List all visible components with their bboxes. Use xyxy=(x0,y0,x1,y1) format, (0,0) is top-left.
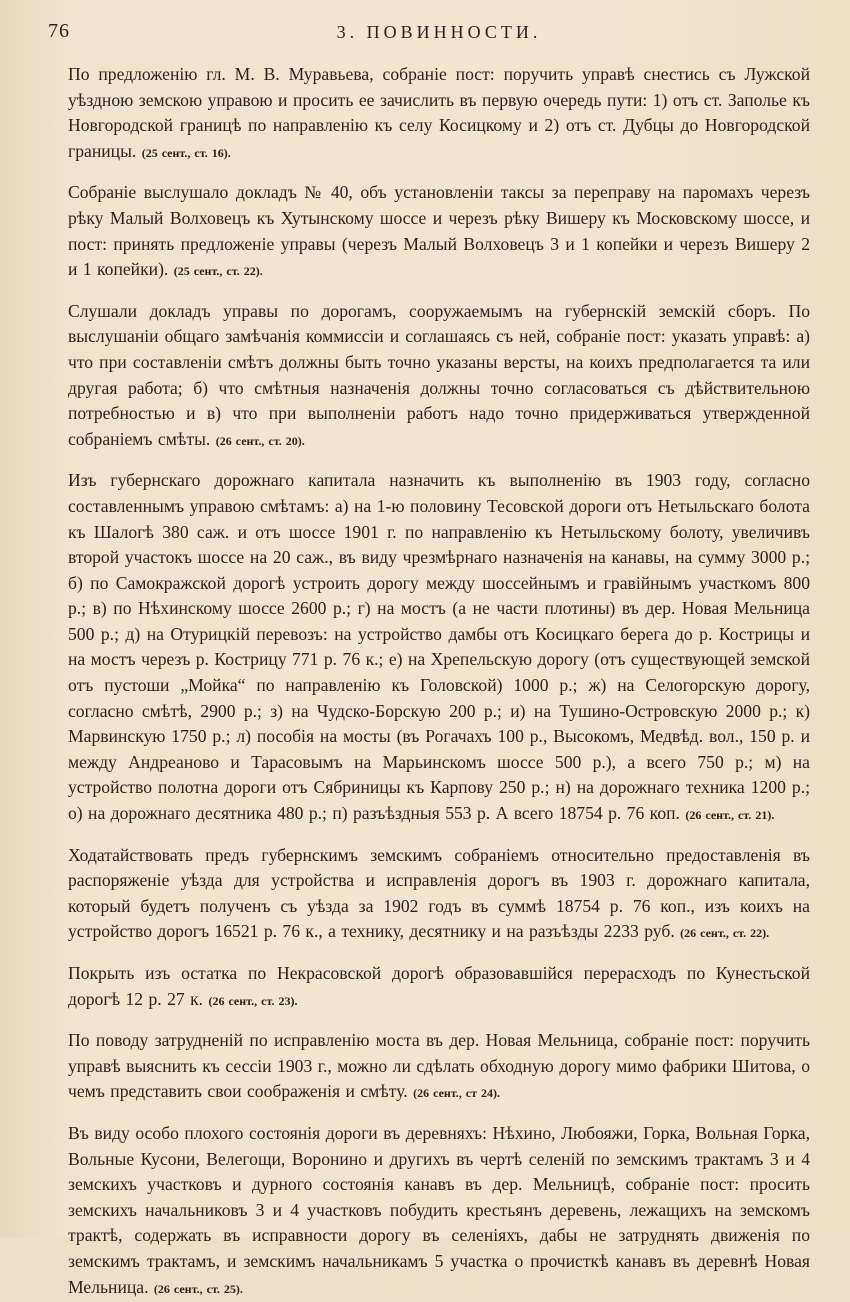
paragraph-3 xyxy=(68,299,810,455)
paragraph-text: Покрыть изъ остатка по Некрасовской дорогѣ образовавшійся перерасходъ по Кунестьской дорогѣ 12 р. 27 к. xyxy=(68,963,810,1009)
paragraph-1 xyxy=(68,62,810,166)
paragraph-text: По предложенію гл. М. В. Муравьева, собраніе пост: поручить управѣ снестись съ Лужской уѣздною земскою управою и просить ее зачислить въ первую очередь пути: 1) отъ ст. Заполье къ Новгородской границѣ по направленію къ селу Косицкому и 2) отъ ст. Дубцы до Новгородской границы. xyxy=(68,64,810,161)
paragraph-7 xyxy=(68,1028,810,1107)
chapter-title: 3. ПОВИННОСТИ. xyxy=(336,22,542,42)
session-reference: (26 сент., ст 24). xyxy=(413,1086,501,1101)
session-reference: (26 сент., ст. 20). xyxy=(215,433,305,448)
paragraph-text: Въ виду особо плохого состоянія дороги въ деревняхъ: Нѣхино, Любояжи, Горка, Вольная Горка, Вольные Кусони, Велегощи, Воронино и другихъ въ чертѣ селеній по земскимъ трактамъ 3 и 4 земскихъ участковъ и дурного состоянія канавъ въ дер. Мельницѣ, собраніе пост: просить земскихъ начальниковъ 3 и 4 участковъ побудить крестьянъ деревень, лежащихъ на земскомъ трактѣ, содержать въ исправности дорогу въ селеніяхъ, дабы не затруднять движенія по земскимъ трактамъ, и земскимъ начальникамъ 5 участка о прочисткѣ канавъ въ деревнѣ Новая Мельница. xyxy=(68,1122,810,1297)
session-reference: (25 сент., ст. 16). xyxy=(141,145,231,160)
paragraph-text: Слушали докладъ управы по дорогамъ, сооружаемымъ на губернскій земскій сборъ. По выслушаніи общаго замѣчанія коммиссіи и соглашаясь съ ней, собраніе пост: указать управѣ: а) что при составленіи смѣтъ должны быть точно указаны версты, на коихъ предполагается та или другая работа; б) что смѣтныя назначенія должны точно согласоваться съ дѣйствительною потребностью и в) что при выполненіи работъ надо точно придерживаться утвержденной собраніемъ смѣты. xyxy=(68,300,810,449)
paragraph-text: Изъ губернскаго дорожнаго капитала назначить къ выполненію въ 1903 году, согласно составленнымъ управою смѣтамъ: а) на 1-ю половину Тесовской дороги отъ Нетыльскаго болота къ Шалогѣ 380 саж. и отъ шоссе 1901 г. по направленію къ Нетыльскому болоту, увеличивъ второй участокъ шоссе на 20 саж., въ виду чрезмѣрнаго назначенія на канавы, на сумму 3000 р.; б) по Самокражской дорогѣ устроить дорогу между шоссейнымъ и гравійнымъ участкомъ 800 р.; в) по Нѣхинскому шоссе 2600 р.; г) на мостъ (а не части плотины) въ дер. Новая Мельница 500 р.; д) на Отурицкій перевозъ: на устройство дамбы отъ Косицкаго берега до р. Кострицы и на мостъ черезъ р. Кострицу 771 р. 76 к.; е) на Хрепельскую дорогу (отъ существующей земской отъ пустоши „Мойка“ по направленію къ Головской) 1000 р.; ж) на Селогорскую дорогу, согласно смѣтѣ, 2900 р.; з) на Чудско-Борскую 200 р.; и) на Тушино-Островскую 2000 р.; к) Марвинскую 1750 р.; л) пособія на мосты (въ Рогачахъ 100 р., Высокомъ, Медвѣд. вол., 150 р. и между Андреаново и Тарасовымъ на Марьинскомъ шоссе 500 р.), а всего 750 р.; м) на устройство полотна дороги отъ Сябриницы къ Карпову 250 р.; н) на дорожнаго техника 1200 р.; о) на дорожнаго десятника 480 р.; п) разъѣздныя 553 р. А всего 18754 р. 76 коп. xyxy=(68,470,810,824)
session-reference: (25 сент., ст. 22). xyxy=(173,264,263,279)
paragraph-text: Ходатайствовать предъ губернскимъ земскимъ собраніемъ относительно предоставленія въ распоряженіе уѣзда для устройства и исправленія дорогъ въ 1903 г. дорожнаго капитала, который будетъ полученъ съ уѣзда за 1902 годъ въ суммѣ 18754 р. 76 коп., изъ коихъ на устройство дорогъ 16521 р. 76 к., а технику, десятнику и на разъѣзды 2233 руб. xyxy=(68,844,810,942)
paragraph-text: Собраніе выслушало докладъ № 40, объ установленіи таксы за переправу на паромахъ черезъ рѣку Малый Волховецъ къ Хутынскому шоссе и черезъ рѣку Вишеру къ Московскому шоссе, и пост: принять предложеніе управы (черезъ Малый Волховецъ 3 и 1 копейки и черезъ Вишеру 2 и 1 копейки). xyxy=(68,182,810,280)
session-reference: (26 сент., ст. 21). xyxy=(685,808,775,823)
page-number: 76 xyxy=(48,20,70,42)
paragraph-5 xyxy=(68,843,810,947)
session-reference: (26 сент., ст. 25). xyxy=(153,1281,243,1296)
paragraph-2 xyxy=(68,180,810,284)
running-header xyxy=(48,18,810,48)
session-reference: (26 сент., ст. 22). xyxy=(680,926,770,941)
paragraph-6 xyxy=(68,961,810,1014)
paragraph-text: По поводу затрудненій по исправленію моста въ дер. Новая Мельница, собраніе пост: поручить управѣ выяснить къ сессіи 1903 г., можно ли сдѣлать обходную дорогу мимо фабрики Шитова, о чемъ представить свои соображенія и смѣту. xyxy=(68,1030,810,1102)
paragraph-4 xyxy=(68,468,810,828)
paragraph-8 xyxy=(68,1121,810,1302)
session-reference: (26 сент., ст. 23). xyxy=(208,993,298,1008)
